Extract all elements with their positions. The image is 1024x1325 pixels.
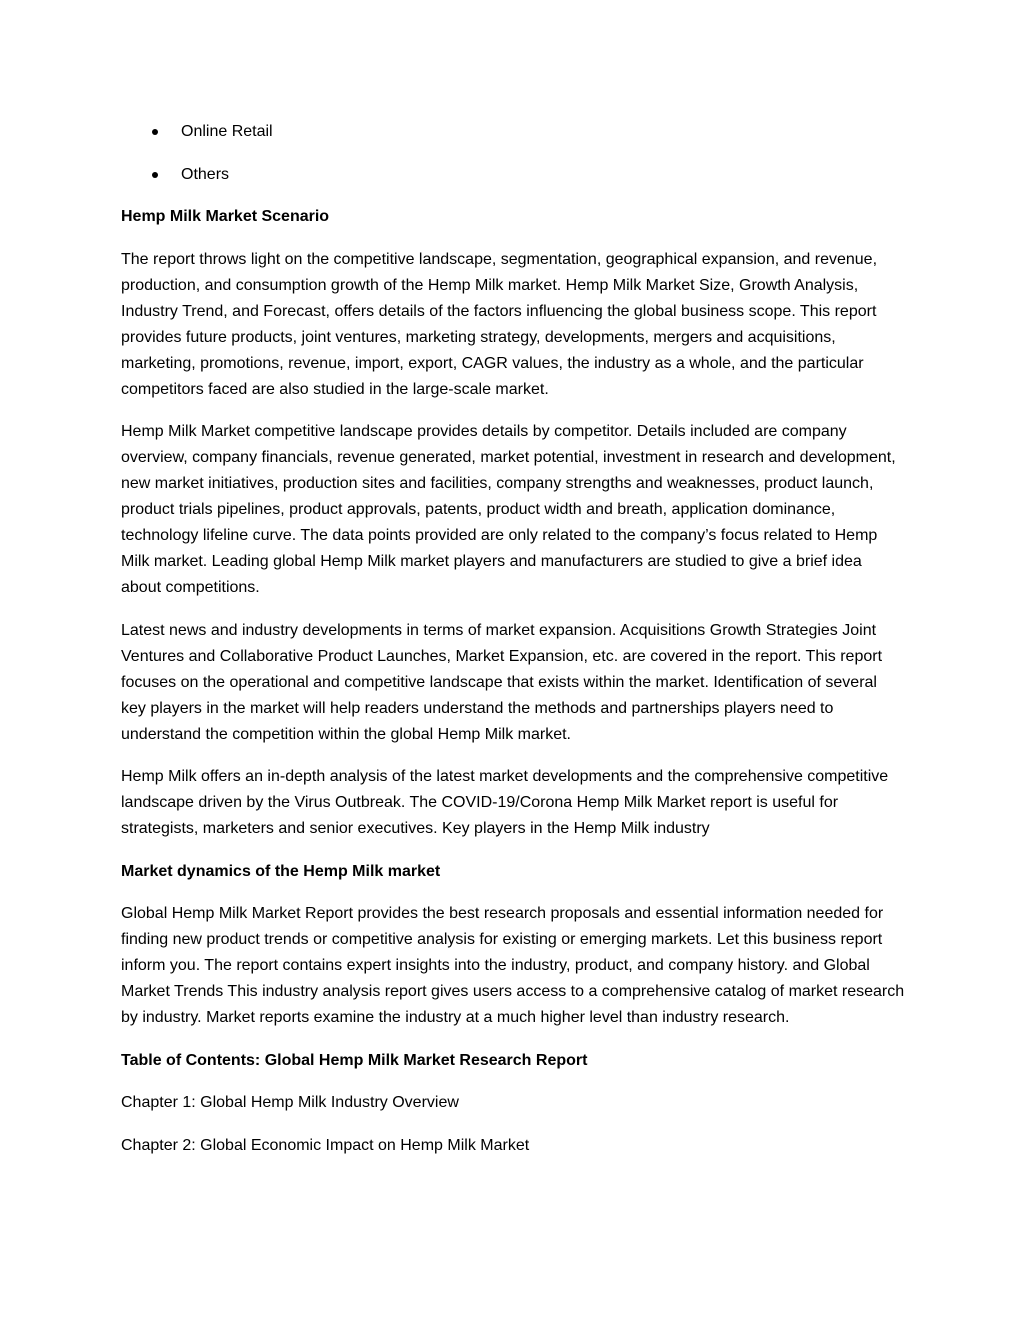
scenario-paragraph-2: Hemp Milk Market competitive landscape provides details by competitor. Details included are company overview, company financials, revenue generated, market potential, investment in research and development, new market initiatives, production sites and facilities, company strengths and weaknesses, product launch, product trials pipelines, product approvals, patents, product width and breath, application dominance, technology lifeline curve. The data points provided are only related to the company’s focus related to Hemp Milk market. Leading global Hemp Milk market players and manufacturers are studied to give a brief idea about competitions. [121, 423, 896, 596]
bullet-text: Online Retail [181, 123, 273, 140]
list-item [121, 119, 906, 145]
toc-item-chapter-1: Chapter 1: Global Hemp Milk Industry Overview [121, 1094, 459, 1111]
scenario-heading: Hemp Milk Market Scenario [121, 208, 330, 225]
dynamics-heading: Market dynamics of the Hemp Milk market [121, 862, 441, 880]
channel-bullet-list [121, 119, 906, 188]
bullet-icon [152, 172, 158, 178]
list-item [121, 162, 906, 188]
dynamics-paragraph: Global Hemp Milk Market Report provides the best research proposals and essential information needed for finding new product trends or competitive analysis for existing or emerging markets. Let this business report inform you. The report contains expert insights into the industry, product, and company history. and Global Market Trends This industry analysis report gives users access to a comprehensive catalog of market research by industry. Market reports examine the industry at a much higher level than industry research. [121, 905, 905, 1026]
scenario-paragraph-3: Latest news and industry developments in terms of market expansion. Acquisitions Growth Strategies Joint Ventures and Collaborative Product Launches, Market Expansion, etc. are covered in the report. This report focuses on the operational and competitive landscape that exists within the market. Identification of several key players in the market will help readers understand the methods and partnerships players need to understand the competition within the global Hemp Milk market. [121, 621, 883, 743]
scenario-paragraph-4: Hemp Milk offers an in-depth analysis of the latest market developments and the comprehensive competitive landscape driven by the Virus Outbreak. The COVID-19/Corona Hemp Milk Market report is useful for strategists, marketers and senior executives. Key players in the Hemp Milk industry [121, 768, 889, 837]
document-content [121, 119, 906, 1175]
toc-item-chapter-2: Chapter 2: Global Economic Impact on Hemp Milk Market [121, 1136, 530, 1154]
bullet-text: Others [181, 165, 230, 183]
scenario-paragraph-1: The report throws light on the competitive landscape, segmentation, geographical expansion, and revenue, production, and consumption growth of the Hemp Milk market. Hemp Milk Market Size, Growth Analysis, Industry Trend, and Forecast, offers details of the factors influencing the global business scope. This report provides future products, joint ventures, marketing strategy, developments, mergers and acquisitions, marketing, promotions, revenue, import, export, CAGR values, the industry as a whole, and the particular competitors faced are also studied in the large-scale market. [121, 250, 878, 398]
toc-heading: Table of Contents: Global Hemp Milk Market Research Report [121, 1051, 588, 1069]
bullet-icon [152, 129, 158, 135]
